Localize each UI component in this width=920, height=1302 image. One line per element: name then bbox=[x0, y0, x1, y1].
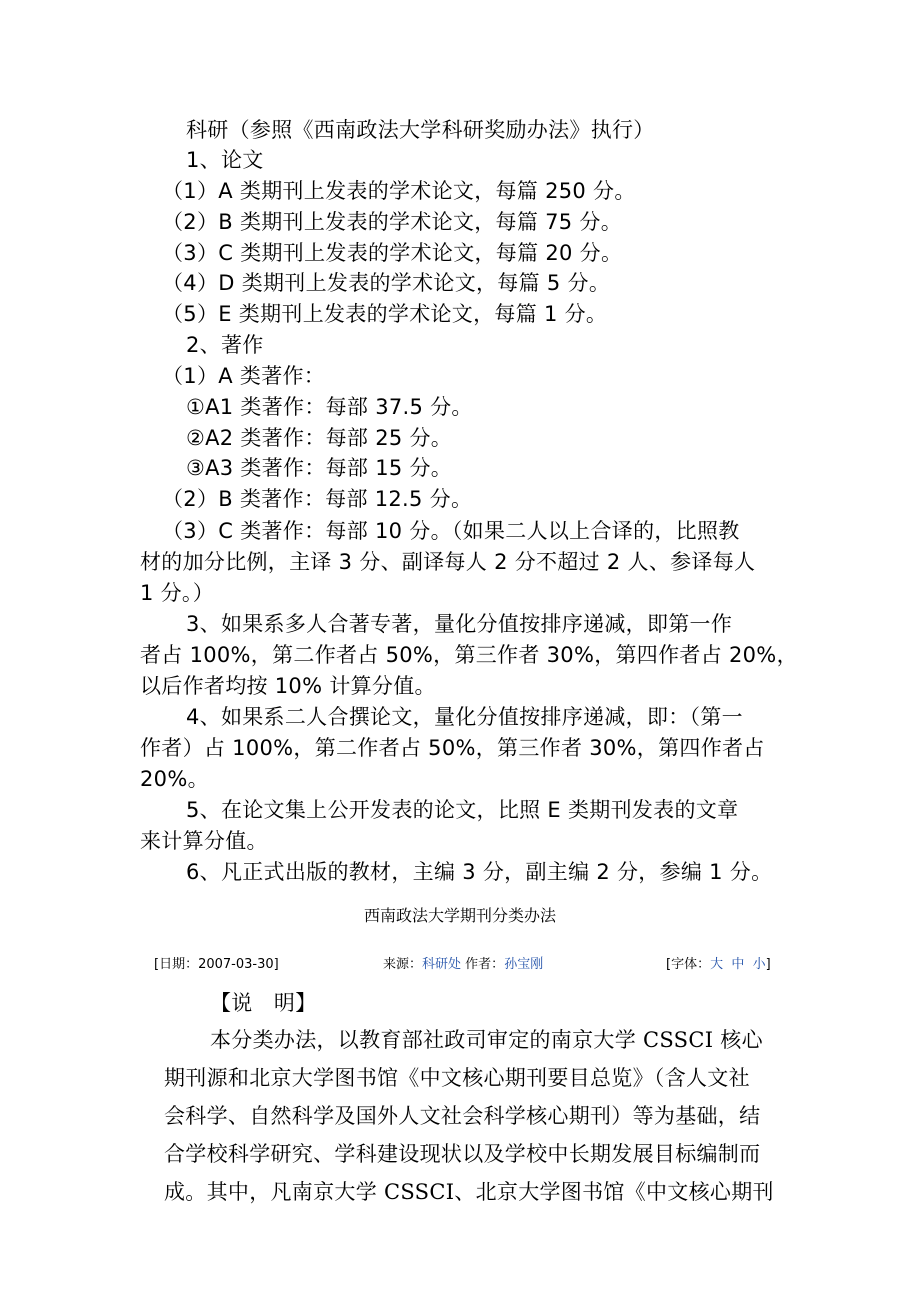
article-date: [日期：2007-03-30] bbox=[154, 957, 279, 972]
font-small-link[interactable]: 小 bbox=[752, 957, 766, 972]
item-line: ①A1 类著作：每部 37.5 分。 bbox=[186, 395, 473, 419]
body-line: 本分类办法，以教育部社政司审定的南京大学 CSSCI 核心 bbox=[210, 1028, 763, 1052]
paragraph-line: 5、在论文集上公开发表的论文，比照 E 类期刊发表的文章 bbox=[186, 798, 739, 822]
source-link[interactable]: 科研处 bbox=[422, 957, 462, 972]
paragraph-line: （3）C 类著作：每部 10 分。（如果二人以上合译的，比照教 bbox=[162, 519, 740, 543]
article-title: 西南政法大学期刊分类办法 bbox=[363, 906, 556, 925]
item-line: （4）D 类期刊上发表的学术论文，每篇 5 分。 bbox=[162, 271, 611, 295]
author-link[interactable]: 孙宝刚 bbox=[504, 957, 544, 972]
paragraph-line: 材的加分比例，主译 3 分、副译每人 2 分不超过 2 人、参译每人 bbox=[140, 550, 756, 574]
item-line: ③A3 类著作：每部 15 分。 bbox=[186, 456, 453, 480]
explain-heading: 【说 明】 bbox=[210, 991, 317, 1015]
body-line: 合学校科学研究、学科建设现状以及学校中长期发展目标编制而 bbox=[164, 1142, 761, 1166]
item-line: （1）A 类著作： bbox=[162, 364, 326, 388]
font-large-link[interactable]: 大 bbox=[710, 957, 724, 972]
article-source bbox=[383, 956, 543, 974]
item-line: （5）E 类期刊上发表的学术论文，每篇 1 分。 bbox=[162, 302, 608, 326]
paragraph-line: 20%。 bbox=[140, 767, 209, 791]
paragraph-line: 3、如果系多人合著专著，量化分值按排序递减，即第一作 bbox=[186, 612, 733, 636]
score-heading: 科研（参照《西南政法大学科研奖励办法》执行） bbox=[186, 118, 655, 142]
font-size-switcher bbox=[666, 956, 771, 974]
font-close: ] bbox=[765, 957, 771, 972]
item-line: （2）B 类著作：每部 12.5 分。 bbox=[162, 487, 473, 511]
body-line: 期刊源和北京大学图书馆《中文核心期刊要目总览》（含人文社 bbox=[164, 1066, 750, 1090]
font-label: [字体： bbox=[666, 957, 711, 972]
paragraph-line: 4、如果系二人合撰论文，量化分值按排序递减，即：（第一 bbox=[186, 705, 743, 729]
source-label: 来源： bbox=[383, 957, 423, 972]
paragraph-line: 作者）占 100%，第二作者占 50%，第三作者 30%，第四作者占 bbox=[140, 736, 765, 760]
item-line: 2、著作 bbox=[186, 333, 264, 357]
paragraph-line: 来计算分值。 bbox=[140, 829, 268, 853]
body-line: 成。其中，凡南京大学 CSSCI、北京大学图书馆《中文核心期刊 bbox=[164, 1180, 774, 1204]
paragraph-line: 者占 100%，第二作者占 50%，第三作者 30%，第四作者占 20%， bbox=[140, 643, 798, 667]
item-line: 1、论文 bbox=[186, 148, 264, 172]
item-line: （3）C 类期刊上发表的学术论文，每篇 20 分。 bbox=[162, 241, 623, 265]
paragraph-line: 6、凡正式出版的教材，主编 3 分，副主编 2 分，参编 1 分。 bbox=[186, 860, 773, 884]
item-line: ②A2 类著作：每部 25 分。 bbox=[186, 426, 453, 450]
author-label: 作者： bbox=[465, 957, 505, 972]
item-line: （1）A 类期刊上发表的学术论文，每篇 250 分。 bbox=[162, 179, 636, 203]
item-line: （2）B 类期刊上发表的学术论文，每篇 75 分。 bbox=[162, 210, 623, 234]
body-line: 会科学、自然科学及国外人文社会科学核心期刊）等为基础，结 bbox=[164, 1104, 761, 1128]
paragraph-line: 1 分。） bbox=[140, 581, 215, 605]
font-medium-link[interactable]: 中 bbox=[731, 957, 745, 972]
paragraph-line: 以后作者均按 10% 计算分值。 bbox=[140, 674, 436, 698]
